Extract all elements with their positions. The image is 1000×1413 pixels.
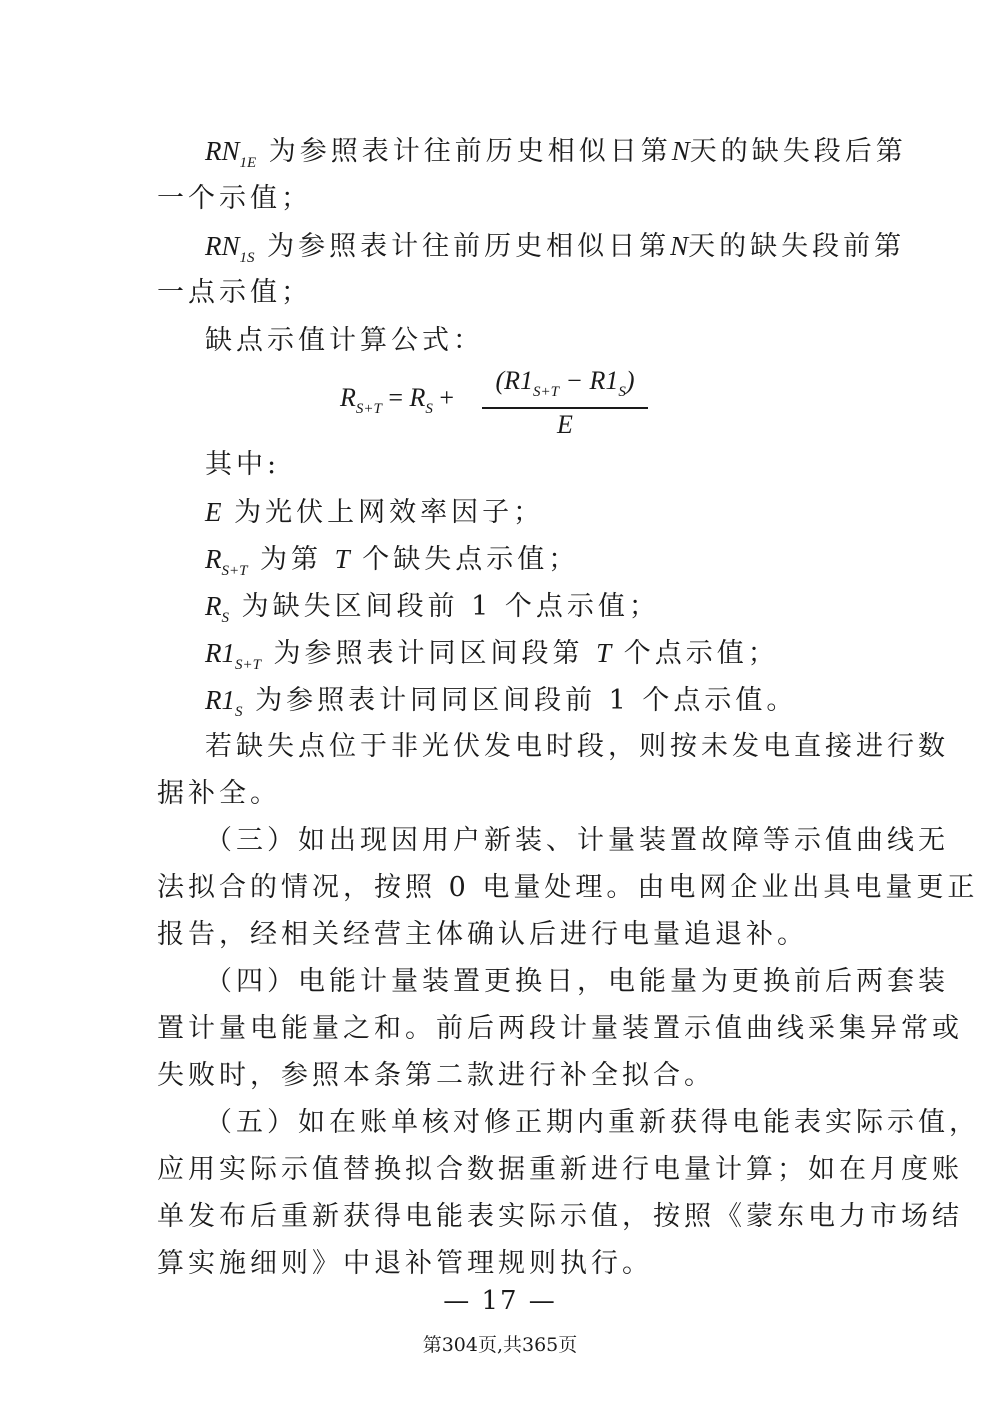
text-line: $R1_{S+T}$ 为参照表计同区间段第 T 个点示值；	[205, 638, 779, 673]
text-line: $R_S$ 为缺失区间段前 1 个点示值；	[205, 591, 660, 626]
text-line: 报告，经相关经营主体确认后进行电量追退补。	[157, 919, 808, 950]
text-line: $RN_{1E}$ 为参照表计往前历史相似日第N天的缺失段后第	[205, 136, 907, 171]
text-line: $R1_S$ 为参照表计同同区间段前 1 个点示值。	[205, 685, 798, 720]
formula-denominator: E	[557, 409, 573, 439]
formula-fraction	[482, 368, 648, 438]
text-line: 一点示值；	[157, 277, 312, 308]
text-line: 法拟合的情况，按照 0 电量处理。由电网企业出具电量更正	[157, 872, 979, 903]
text-line: $R_{S+T}$ 为第 T 个缺失点示值；	[205, 544, 580, 579]
page-number: — 17 —	[443, 1286, 557, 1316]
fraction-bar	[482, 407, 648, 409]
text-line: （三）如出现因用户新装、计量装置故障等示值曲线无	[205, 825, 949, 856]
text-line: 据补全。	[157, 778, 281, 809]
text-line: E 为光伏上网效率因子；	[205, 497, 545, 528]
text-line: 若缺失点位于非光伏发电时段，则按未发电直接进行数	[205, 731, 949, 762]
text-line: （四）电能计量装置更换日，电能量为更换前后两套装	[205, 966, 949, 997]
formula-numerator: $(R1_{S+T} - R1_S)$	[495, 366, 635, 400]
page-footer: 第304页,共365页	[422, 1334, 578, 1356]
text-line: 一个示值；	[157, 183, 312, 214]
text-line: 缺点示值计算公式：	[205, 325, 484, 356]
text-line: 置计量电能量之和。前后两段计量装置示值曲线采集异常或	[157, 1013, 963, 1044]
missing-point-formula	[340, 366, 660, 439]
text-line: 其中:	[205, 449, 281, 480]
text-line: $RN_{1S}$ 为参照表计往前历史相似日第N天的缺失段前第	[205, 231, 906, 266]
text-line: （五）如在账单核对修正期内重新获得电能表实际示值，	[205, 1107, 980, 1138]
text-line: 算实施细则》中退补管理规则执行。	[157, 1248, 653, 1279]
formula-lhs: $R_{S+T} = R_S$ +	[340, 383, 455, 417]
text-line: 失败时，参照本条第二款进行补全拟合。	[157, 1060, 715, 1091]
text-line: 单发布后重新获得电能表实际示值，按照《蒙东电力市场结	[157, 1201, 963, 1232]
text-line: 应用实际示值替换拟合数据重新进行电量计算；如在月度账	[157, 1154, 963, 1185]
